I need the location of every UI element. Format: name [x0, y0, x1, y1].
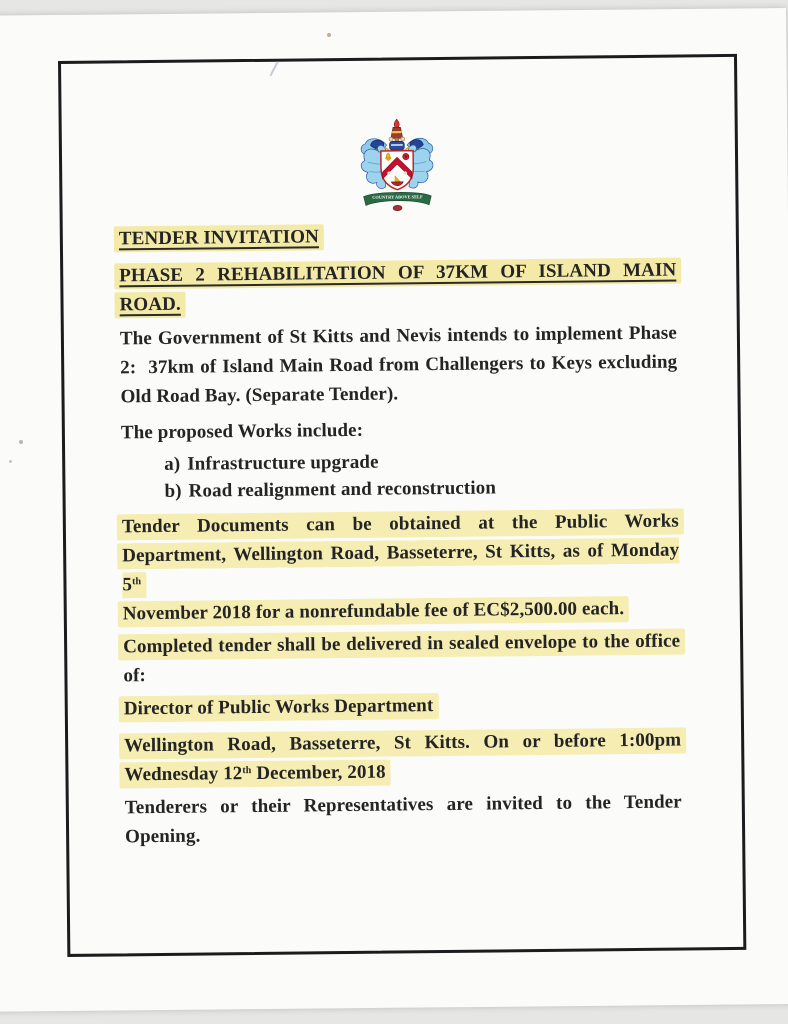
works-intro-line: The proposed Works include: — [120, 419, 364, 444]
deadline-line2-text: Wednesday 12th December, 2018 — [119, 760, 391, 789]
coat-of-arms — [118, 116, 676, 219]
subject-heading-line1 — [119, 256, 676, 291]
documents-line3-text: November 2018 for a nonrefundable fee of EC$2,500.00 each. — [118, 596, 630, 627]
intro-paragraph-line3: Old Road Bay. (Separate Tender). — [120, 383, 399, 408]
fleur-de-lis-charge — [386, 153, 390, 161]
list-marker-b: b) — [164, 480, 182, 502]
subject-heading-line2 — [119, 285, 676, 320]
documents-paragraph-line2 — [122, 536, 680, 600]
motto-text: COUNTRY ABOVE SELF — [371, 194, 423, 200]
works-item-b-text: Road realignment and reconstruction — [188, 477, 497, 502]
intro-paragraph-line2: 2: 37km of Island Main Road from Challengers to Keys excluding — [120, 351, 678, 379]
title-heading — [119, 219, 676, 254]
banner-seal — [393, 205, 402, 210]
intro-paragraph-line1: The Government of St Kitts and Nevis intends to implement Phase — [119, 322, 677, 350]
works-item-a-text: Infrastructure upgrade — [187, 451, 379, 475]
delivery-line1-text: Completed tender shall be delivered in sealed envelope to the office — [118, 628, 685, 660]
pen-scratch-mark — [270, 61, 279, 76]
director-line-text: Director of Public Works Department — [119, 693, 439, 722]
fleur-de-lis-bar — [385, 157, 390, 159]
subject-heading-line1-text: PHASE 2 REHABILITATION OF 37KM OF ISLAND MAIN — [114, 257, 681, 289]
helm-grille — [391, 144, 403, 146]
ordinal-superscript: th — [242, 765, 252, 777]
torch-band — [391, 131, 401, 133]
scan-speck — [19, 440, 23, 444]
document-border-frame — [58, 54, 746, 957]
torch-flame — [394, 119, 399, 128]
opening-paragraph-line1: Tenderers or their Representatives are invited to the Tender — [124, 791, 682, 819]
works-list — [121, 446, 679, 506]
deadline-line1-text: Wellington Road, Basseterre, St Kitts. On or before 1:00pm — [119, 727, 686, 759]
director-line — [124, 689, 681, 724]
list-marker-a: a) — [164, 453, 181, 475]
torch-hand — [400, 137, 404, 141]
delivery-paragraph-line1 — [123, 627, 680, 662]
st-kitts-nevis-crest — [352, 118, 441, 216]
opening-paragraph-line2: Opening. — [125, 825, 201, 848]
documents-line1-text: Tender Documents can be obtained at the Public Works — [117, 508, 684, 540]
title-heading-text: TENDER INVITATION — [114, 224, 324, 252]
torch-hand — [389, 137, 393, 141]
works-list-item-b — [164, 473, 678, 505]
subject-heading-line2-text: ROAD. — [114, 292, 185, 319]
deadline-paragraph-line2 — [124, 755, 681, 790]
documents-paragraph-line3 — [123, 594, 680, 629]
deadline-paragraph-line1 — [124, 726, 681, 761]
documents-line2-text: Department, Wellington Road, Basseterre, St Kitts, as of Monday 5th — [117, 538, 679, 599]
scan-speck — [9, 460, 12, 463]
scan-speck — [327, 33, 331, 37]
ordinal-superscript: th — [132, 576, 142, 588]
delivery-paragraph-line2: of: — [123, 665, 147, 687]
